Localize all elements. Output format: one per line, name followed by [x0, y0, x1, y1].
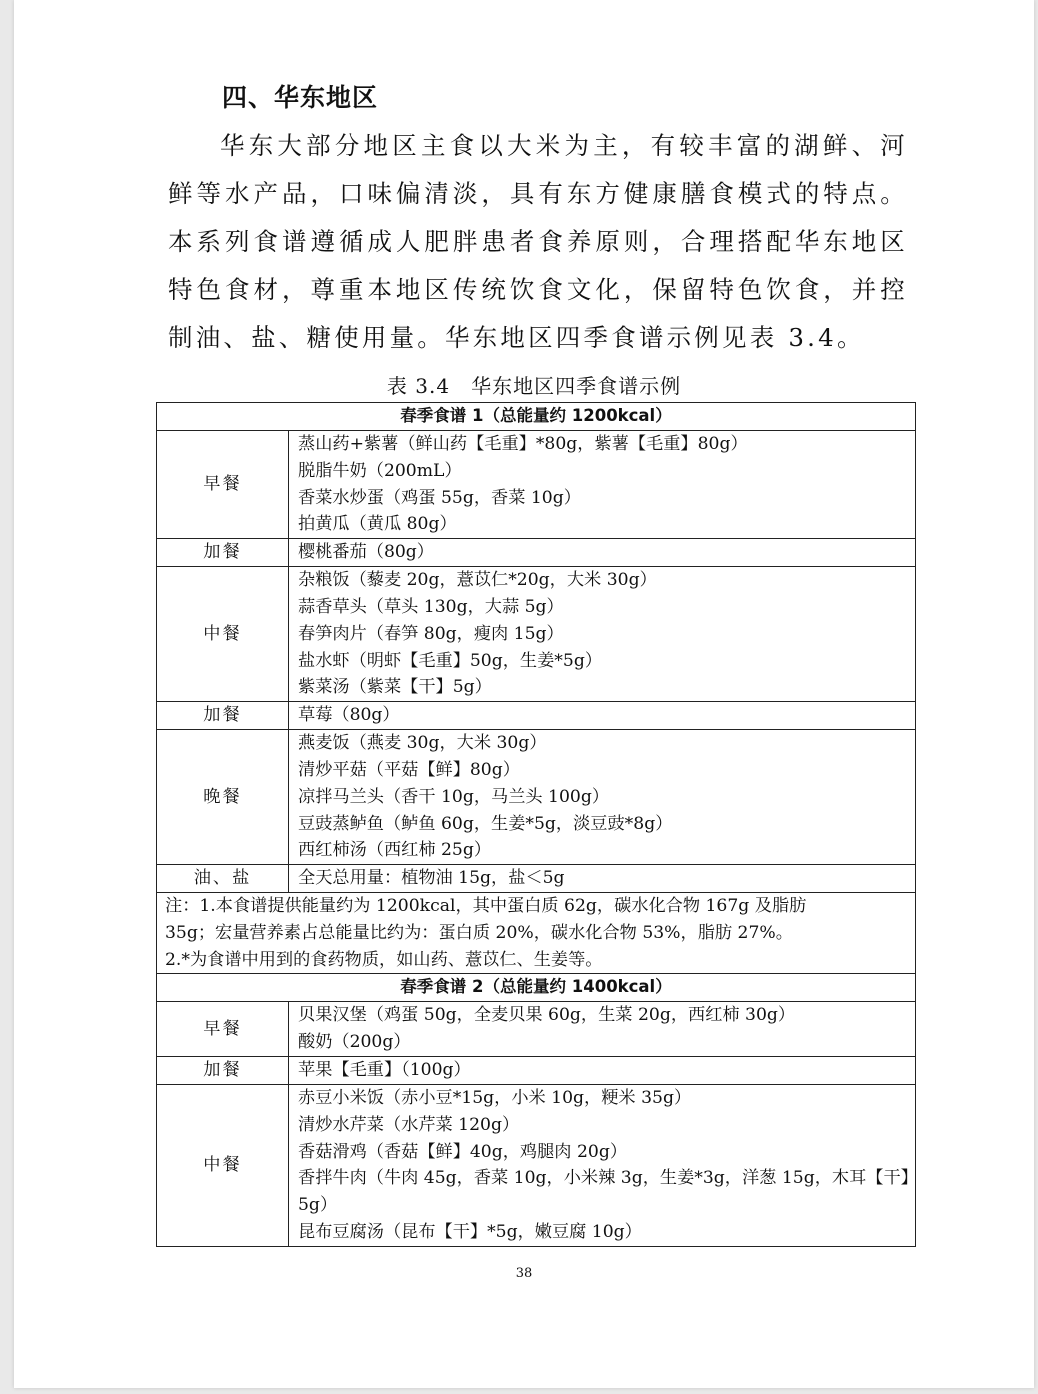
meal-name: 中餐 — [157, 1084, 289, 1246]
food-item: 香菜水炒蛋（鸡蛋 55g，香菜 10g） — [298, 487, 581, 508]
meal-items — [289, 567, 916, 702]
section-heading: 四、华东地区 — [222, 83, 379, 112]
food-item: 贝果汉堡（鸡蛋 50g，全麦贝果 60g，生菜 20g，西红柿 30g） — [298, 1005, 796, 1026]
food-item: 草莓（80g） — [298, 705, 400, 726]
food-item: 凉拌马兰头（香干 10g，马兰头 100g） — [298, 786, 610, 807]
meal-items — [289, 865, 916, 893]
note-line: 注：1.本食谱提供能量约为 1200kcal，其中蛋白质 62g，碳水化合物 167g 及脂肪 — [165, 895, 807, 916]
food-item: 紫菜汤（紫菜【干】5g） — [298, 677, 492, 698]
meal-items — [289, 730, 916, 865]
document-page — [14, 0, 1034, 1388]
food-item: 赤豆小米饭（赤小豆*15g，小米 10g，粳米 35g） — [298, 1088, 692, 1109]
note-line: 35g；宏量营养素占总能量比约为：蛋白质 20%，碳水化合物 53%，脂肪 27%。 — [165, 922, 793, 943]
meal-row — [157, 431, 916, 539]
food-item: 豆豉蒸鲈鱼（鲈鱼 60g，生姜*5g，淡豆豉*8g） — [298, 813, 673, 834]
recipe-table — [156, 402, 916, 1247]
food-item: 杂粮饭（藜麦 20g，薏苡仁*20g，大米 30g） — [298, 570, 657, 591]
meal-name: 加餐 — [157, 702, 289, 730]
meal-items — [289, 1002, 916, 1057]
recipe1-title: 春季食谱 1（总能量约 1200kcal） — [157, 403, 916, 431]
food-item: 樱桃番茄（80g） — [298, 542, 434, 563]
meal-name: 加餐 — [157, 1056, 289, 1084]
section-paragraph: 华东大部分地区主食以大米为主，有较丰富的湖鲜、河鲜等水产品，口味偏清淡，具有东方健康膳食模式的特点。本系列食谱遵循成人肥胖患者食养原则，合理搭配华东地区特色食材，尊重本地区传统饮食文化，保留特色饮食，并控制油、盐、糖使用量。华东地区四季食谱示例见表 3.4。 — [168, 131, 908, 352]
meal-name: 油、盐 — [157, 865, 289, 893]
meal-items — [289, 539, 916, 567]
recipe-title-row — [157, 403, 916, 431]
meal-row — [157, 1084, 916, 1246]
meal-items — [289, 1056, 916, 1084]
recipe-note — [157, 892, 916, 973]
meal-name: 晚餐 — [157, 730, 289, 865]
table-caption: 表 3.4 华东地区四季食谱示例 — [386, 374, 682, 398]
food-item: 香菇滑鸡（香菇【鲜】40g，鸡腿肉 20g） — [298, 1141, 628, 1162]
food-item: 昆布豆腐汤（昆布【干】*5g，嫩豆腐 10g） — [298, 1222, 642, 1243]
food-item: 酸奶（200g） — [298, 1032, 411, 1053]
meal-row — [157, 730, 916, 865]
recipe2-title: 春季食谱 2（总能量约 1400kcal） — [157, 974, 916, 1002]
meal-items — [289, 431, 916, 539]
meal-name: 加餐 — [157, 539, 289, 567]
page-number: 38 — [515, 1266, 533, 1281]
food-item: 脱脂牛奶（200mL） — [298, 460, 462, 481]
food-item: 蒜香草头（草头 130g，大蒜 5g） — [298, 596, 564, 617]
food-item: 清炒平菇（平菇【鲜】80g） — [298, 759, 520, 780]
meal-name: 中餐 — [157, 567, 289, 702]
note-row — [157, 892, 916, 973]
food-item: 清炒水芹菜（水芹菜 120g） — [298, 1114, 520, 1135]
meal-name: 早餐 — [157, 431, 289, 539]
food-item: 香拌牛肉（牛肉 45g，香菜 10g，小米辣 3g，生姜*3g，洋葱 15g，木耳【干】5g） — [298, 1168, 910, 1216]
food-item: 春笋肉片（春笋 80g，瘦肉 15g） — [298, 623, 564, 644]
note-line: 2.*为食谱中用到的食药物质，如山药、薏苡仁、生姜等。 — [165, 949, 603, 970]
food-item: 拍黄瓜（黄瓜 80g） — [298, 514, 457, 535]
meal-row — [157, 702, 916, 730]
meal-row — [157, 567, 916, 702]
meal-row — [157, 1056, 916, 1084]
food-item: 燕麦饭（燕麦 30g，大米 30g） — [298, 733, 547, 754]
meal-row — [157, 539, 916, 567]
recipe-title-row — [157, 974, 916, 1002]
meal-row — [157, 1002, 916, 1057]
food-item: 盐水虾（明虾【毛重】50g，生姜*5g） — [298, 650, 603, 671]
meal-items — [289, 702, 916, 730]
meal-row — [157, 865, 916, 893]
food-item: 苹果【毛重】（100g） — [298, 1060, 471, 1081]
food-item: 西红柿汤（西红柿 25g） — [298, 840, 492, 861]
meal-items — [289, 1084, 916, 1246]
meal-name: 早餐 — [157, 1002, 289, 1057]
food-item: 蒸山药+紫薯（鲜山药【毛重】*80g，紫薯【毛重】80g） — [298, 434, 748, 454]
food-item: 全天总用量：植物油 15g，盐＜5g — [298, 868, 565, 889]
